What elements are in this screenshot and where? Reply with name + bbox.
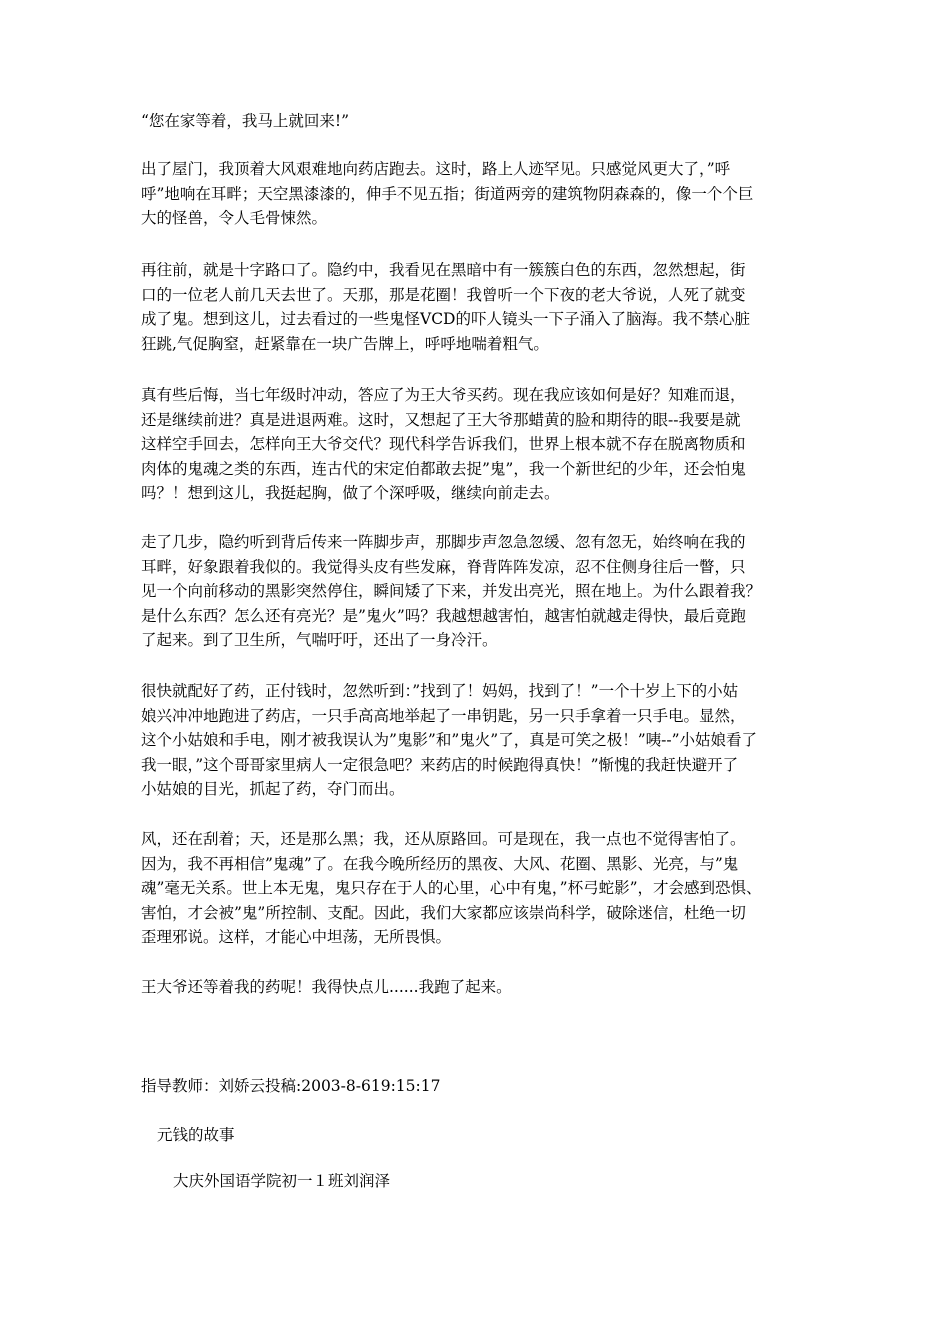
next-story-author xyxy=(173,1169,853,1194)
text-line: 歪理邪说。这样，才能心中坦荡，无所畏惧。 xyxy=(141,928,452,946)
text-line: 这个小姑娘和手电，刚才被我误认为”鬼影”和”鬼火”了，真是可笑之极！”咦--”小姑娘看了 xyxy=(141,731,758,749)
paragraph-crossroad xyxy=(141,258,821,356)
text-line: 元钱的故事 xyxy=(157,1126,235,1144)
text-line: 是什么东西？怎么还有亮光？是”鬼火”吗？我越想越害怕，越害怕就越走得快，最后竟跑 xyxy=(141,606,746,625)
next-story-title xyxy=(157,1123,837,1148)
paragraph-ending xyxy=(141,975,821,1000)
text-line: 走了几步，隐约听到背后传来一阵脚步声，那脚步声忽急忽缓、忽有忽无，始终响在我的 xyxy=(141,533,746,551)
text-line: 出了屋门，我顶着大风艰难地向药店跑去。这时，路上人迹罕见。只感觉风更大了，”呼 xyxy=(141,160,731,178)
paragraph-regret xyxy=(141,383,821,506)
text-line: 指导教师：刘娇云投稿:2003-8-619:15:17 xyxy=(141,1077,441,1095)
teacher-byline xyxy=(141,1074,821,1099)
text-line: 吗？！想到这儿，我挺起胸，做了个深呼吸，继续向前走去。 xyxy=(141,484,560,502)
text-line: 口的一位老人前几天去世了。天那，那是花圈！我曾听一个下夜的老大爷说，人死了就变 xyxy=(141,285,746,304)
text-line: 王大爷还等着我的药呢！我得快点儿......我跑了起来。 xyxy=(141,978,512,996)
text-line: 真有些后悔，当七年级时冲动，答应了为王大爷买药。现在我应该如何是好？知难而退， xyxy=(141,386,746,404)
text-line: 见一个向前移动的黑影突然停住，瞬间矮了下来，并发出亮光，照在地上。为什么跟着我？ xyxy=(141,582,762,600)
text-line: 娘兴冲冲地跑进了药店，一只手高高地举起了一串钥匙，另一只手拿着一只手电。显然， xyxy=(141,706,746,725)
text-line: 很快就配好了药，正付钱时，忽然听到：”找到了！妈妈，找到了！”一个十岁上下的小姑 xyxy=(141,682,739,700)
text-line: 害怕，才会被”鬼”所控制、支配。因此，我们大家都应该崇尚科学，破除迷信，杜绝一切 xyxy=(141,903,746,922)
text-line: 成了鬼。想到这儿，过去看过的一些鬼怪VCD的吓人镜头一下子涌入了脑海。我不禁心脏 xyxy=(141,310,750,328)
text-line: 呼”地响在耳畔；天空黑漆漆的，伸手不见五指；街道两旁的建筑物阴森森的，像一个个巨 xyxy=(141,184,754,203)
text-line: 还是继续前进？真是进退两难。这时，又想起了王大爷那蜡黄的脸和期待的眼--我要是就 xyxy=(141,410,741,429)
text-line: 了起来。到了卫生所，气喘吁吁，还出了一身冷汗。 xyxy=(141,631,498,649)
text-line: 大庆外国语学院初一１班刘润泽 xyxy=(173,1172,391,1190)
text-line: 大的怪兽，令人毛骨悚然。 xyxy=(141,209,328,227)
paragraph-reflection xyxy=(141,827,821,950)
text-line: 这样空手回去，怎样向王大爷交代？现代科学告诉我们，世界上根本就不存在脱离物质和 xyxy=(141,435,746,453)
text-line: 再往前，就是十字路口了。隐约中，我看见在黑暗中有一簇簇白色的东西，忽然想起，街 xyxy=(141,261,746,279)
paragraph-footsteps xyxy=(141,530,821,653)
text-line: 风，还在刮着；天，还是那么黑；我，还从原路回。可是现在，我一点也不觉得害怕了。 xyxy=(141,830,746,848)
text-line: 魂”毫无关系。世上本无鬼，鬼只存在于人的心里，心中有鬼，”杯弓蛇影”，才会感到恐惧、 xyxy=(141,879,762,897)
text-line: 小姑娘的目光，抓起了药，夺门而出。 xyxy=(141,780,405,798)
text-line: 因为，我不再相信”鬼魂”了。在我今晚所经历的黑夜、大风、花圈、黑影、光亮，与”鬼 xyxy=(141,854,739,873)
paragraph-quote xyxy=(141,109,821,134)
paragraph-running-to-pharmacy xyxy=(141,157,821,231)
text-line: 肉体的鬼魂之类的东西，连古代的宋定伯都敢去捉”鬼”，我一个新世纪的少年，还会怕鬼 xyxy=(141,459,746,478)
paragraph-little-girl xyxy=(141,679,821,802)
text-line: 我一眼，”这个哥哥家里病人一定很急吧？来药店的时候跑得真快！”惭愧的我赶快避开了 xyxy=(141,755,739,774)
text-line: 耳畔，好象跟着我似的。我觉得头皮有些发麻，脊背阵阵发凉，忍不住侧身往后一瞥，只 xyxy=(141,557,746,576)
text-line: 狂跳,气促胸窒，赶紧靠在一块广告牌上，呼呼地喘着粗气。 xyxy=(141,334,549,353)
text-line: “您在家等着，我马上就回来!” xyxy=(141,112,350,130)
